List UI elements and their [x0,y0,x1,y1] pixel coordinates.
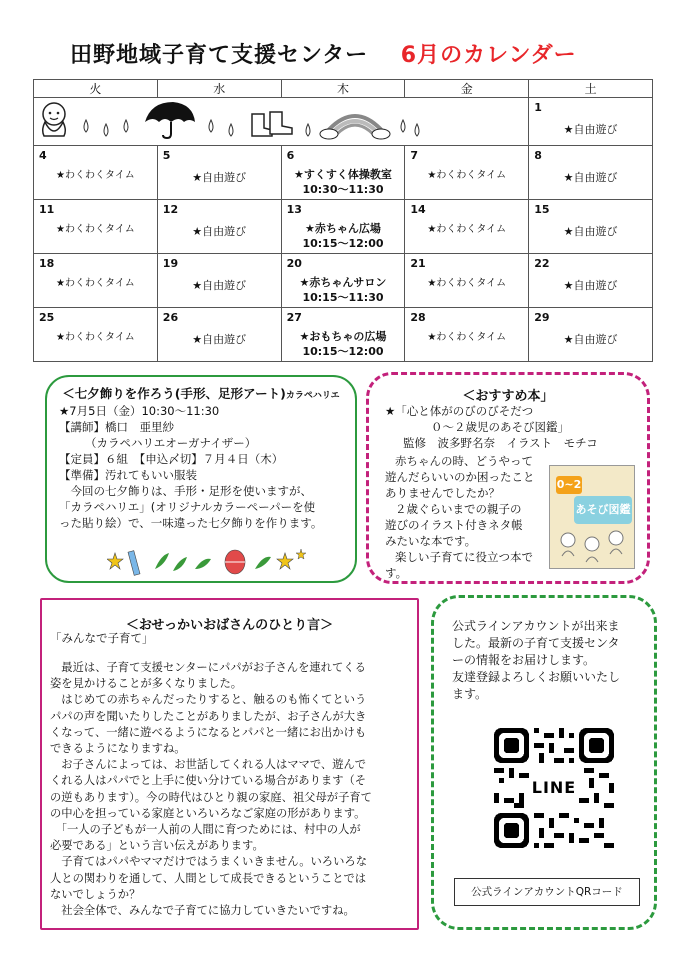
column-subtitle: 「みんなで子育て」 [50,631,154,645]
day-event: ★わくわくタイム [56,332,135,343]
day-event: ★わくわくタイム [427,278,507,289]
line-logo-text: LINE [531,778,577,797]
book-cover-image [549,465,635,569]
day-event [282,167,405,197]
column-line: くなって、一緒に遊べるようになるとパパと一緒にお出かけも [50,725,367,739]
day-event: ★わくわくタイム [56,224,135,235]
column-line: 人との関わりを通して、人間として成長できるということでは [50,871,367,885]
calendar-day [281,146,405,200]
tanabata-lecturer: 【講師】橋口 亜里紗 [59,420,174,434]
book-heading: ＜おすすめ本」 [462,389,554,404]
book-title-line2: ０～２歳児のあそび図鑑」 [431,420,569,434]
star-icon [277,553,293,569]
streamer-icon [128,551,140,576]
calendar-day [529,98,653,146]
day-number: 19 [162,257,179,270]
tanabata-capacity: 【定員】６組 【申込〆切】７月４日（木） [59,452,284,466]
book-body-line: 楽しい子育てに役立つ本で [395,550,533,564]
weekday-sat: 土 [529,80,653,98]
tanabata-heading-text: ＜七夕飾りを作ろう(手形、足形アート) [62,386,286,401]
column-line: 姿を見かけることが多くなりました。 [50,677,243,691]
book-title-line1: ★「心と体がのびのびそだつ [385,404,534,418]
tanabata-details [59,403,349,531]
calendar-day [529,254,653,308]
day-number: 25 [39,311,55,324]
day-event: ★わくわくタイム [427,332,507,343]
tanabata-body-line: 「カラペハリエ」(オリジナルカラーペーパーを使 [59,500,316,514]
day-number: 15 [534,203,550,216]
day-number: 1 [534,101,542,114]
column-line: 社会全体で、みんなで子育てに協力していきたいですね。 [50,904,355,918]
raindrop-icon [300,122,316,140]
day-event: ★自由遊び [563,225,618,238]
calendar-day [34,308,158,362]
column-body [50,660,413,919]
column-line: できるようになりますね。 [50,742,186,756]
cloud-icon [372,129,390,139]
tanabata-heading-tag: カラペハリエ [285,391,340,401]
weekday-header-row [34,80,653,98]
raindrop-icon [395,118,425,140]
day-event: ★自由遊び [563,333,618,346]
calendar-day [405,200,529,254]
tanabata-lecturer-org: （カラペハリエオーガナイザー） [85,436,257,450]
day-number: 5 [162,149,171,162]
calendar-week [34,98,653,146]
calendar-day [34,254,158,308]
book-body-line: みたいな本です。 [385,534,477,548]
column-line: パパの声を聞いたりしたことがありましたが、お子さんが大き [50,709,367,723]
day-event [282,329,405,359]
calendar-day [157,254,281,308]
column-line: 「一人の子どもが一人前の人間に育つためには、村中の人が [50,823,361,837]
book-body-line: ありませんでしたか？ [385,486,500,500]
tanabata-event-box [45,375,357,583]
column-line: 最近は、子育て支援センターにパパがお子さんを連れてくる [50,661,366,674]
tanabata-prep: 【準備】汚れてもいい服装 [59,468,197,482]
column-line: の中心を担っている家庭といろいろなご家庭の形があります。 [50,806,366,820]
day-number: 27 [286,311,302,324]
center-name: 田野地域子育て支援センター [70,43,369,68]
day-event [282,221,405,251]
page-title [70,38,577,69]
event-time: 10:15～12:00 [302,345,384,358]
tanabata-body-line: 今回の七夕飾りは、手形・足形を使いますが、 [59,484,312,498]
line-body-line: 公式ラインアカウントが出来ま [452,619,620,633]
calendar-day [34,200,158,254]
raindrop-icon [203,118,243,140]
calendar-day [529,308,653,362]
bamboo-leaf-icon [195,559,211,569]
book-body-line: 赤ちゃんの時、どうやって [395,454,533,468]
event-time: 10:30～11:30 [302,183,384,196]
calendar-day [405,254,529,308]
cloud-icon [320,129,338,139]
recommended-book-box [366,372,650,584]
bamboo-leaf-icon [155,553,169,569]
teru-teru-bozu-icon [34,100,74,140]
day-event: ★わくわくタイム [56,278,135,289]
event-title: ★おもちゃの広場 [299,330,387,343]
calendar-title: 6月のカレンダー [400,43,577,68]
day-number: 18 [39,257,55,270]
column-box [40,598,419,930]
column-line: お子さんによっては、お世話してくれる人はママで、遊んで [50,758,367,772]
column-line: ないでしょうか？ [50,887,141,901]
book-body-line: 遊んだらいいのか困ったこと [385,470,535,484]
book-description [385,453,555,581]
calendar-week [34,200,653,254]
raindrop-icon [78,118,138,140]
calendar-table [33,79,653,362]
day-event: ★わくわくタイム [427,224,507,235]
event-title: ★すくすく体操教室 [294,168,392,181]
calendar-day [157,146,281,200]
line-body-line: ます。 [452,687,488,701]
day-number: 14 [410,203,426,216]
column-heading: ＜おせっかいおばさんのひとり言＞ [125,618,334,633]
event-title: ★赤ちゃんサロン [299,276,387,289]
book-body-line: 遊びのイラスト付きネタ帳 [385,518,523,532]
event-time: 10:15～11:30 [302,291,384,304]
line-account-box [431,595,657,930]
line-body-line: ーの情報をお届けします。 [452,653,596,667]
calendar-day [405,146,529,200]
tanabata-date: ★7月5日（金）10:30～11:30 [59,404,220,418]
day-number: 4 [39,149,47,162]
day-number: 29 [534,311,550,324]
book-cover-illustration [554,526,632,566]
calendar-week [34,254,653,308]
calendar-day [529,146,653,200]
day-event: ★わくわくタイム [427,170,507,181]
boots-icon [246,110,296,140]
day-event: ★わくわくタイム [56,170,135,181]
calendar-day [405,308,529,362]
day-number: 7 [410,149,419,162]
rain-decoration [34,98,529,146]
column-line: 必要である」という言い伝えがあります。 [50,839,264,853]
calendar-day [529,200,653,254]
weekday-fri: 金 [405,80,529,98]
calendar-day [157,200,281,254]
bamboo-leaf-icon [255,557,271,569]
weekday-wed: 水 [157,80,281,98]
day-event: ★自由遊び [192,333,247,346]
star-icon [107,553,123,569]
day-event: ★自由遊び [192,225,247,238]
calendar-week [34,308,653,362]
day-event: ★自由遊び [563,123,618,136]
book-credit: 監修 波多野名奈 イラスト モチコ [403,436,598,450]
weekday-tue: 火 [34,80,158,98]
book-body-line: す。 [385,566,408,580]
calendar-day [281,200,405,254]
day-number: 28 [410,311,426,324]
day-number: 13 [286,203,302,216]
day-event: ★自由遊び [563,279,618,292]
column-line: くれる人はパパでと上手に使い分けている場合があります（そ [50,774,367,788]
book-body-line: ２歳ぐらいまでの親子の [395,502,522,516]
event-title: ★赤ちゃん広場 [305,222,381,235]
day-number: 8 [534,149,542,162]
line-qr-code[interactable] [494,728,614,848]
event-time: 10:15～12:00 [302,237,384,250]
umbrella-icon [141,98,199,140]
column-line: はじめての赤ちゃんだったりすると、触るのも怖くてという [50,693,367,707]
calendar-day [281,254,405,308]
weekday-thu: 木 [281,80,405,98]
book-cover-age: 0~2 [556,476,582,494]
tanabata-body-line: った貼り絵）で、一味違った七夕飾りを作ります。 [59,516,323,530]
bamboo-leaf-icon [173,557,187,571]
calendar-day [281,308,405,362]
day-event: ★自由遊び [192,171,247,184]
column-line: の逆もあります）。今の時代はひとり親の家庭、祖父母が子育て [50,790,372,804]
tanabata-decoration [107,547,307,577]
day-number: 12 [162,203,179,216]
day-number: 11 [39,203,55,216]
line-body-line: 友達登録よろしくお願いいたし [452,670,621,684]
tanabata-heading [55,384,347,402]
calendar-week [34,146,653,200]
day-number: 21 [410,257,426,270]
qr-caption: 公式ラインアカウントQRコード [454,878,640,906]
calendar-day [157,308,281,362]
rainbow-icon [319,104,391,140]
line-body-line: した。最新の子育て支援センタ [452,636,620,650]
star-icon [296,549,306,559]
line-description [452,618,620,703]
day-event: ★自由遊び [563,171,618,184]
day-number: 20 [286,257,302,270]
day-number: 6 [286,149,295,162]
day-event [282,275,405,305]
day-event: ★自由遊び [192,279,247,292]
column-line: 子育てはパパやママだけではうまくいきません。いろいろな [50,855,367,869]
day-number: 22 [534,257,550,270]
calendar-day [34,146,158,200]
day-number: 26 [162,311,179,324]
book-cover-title: あそび図鑑 [574,496,632,524]
